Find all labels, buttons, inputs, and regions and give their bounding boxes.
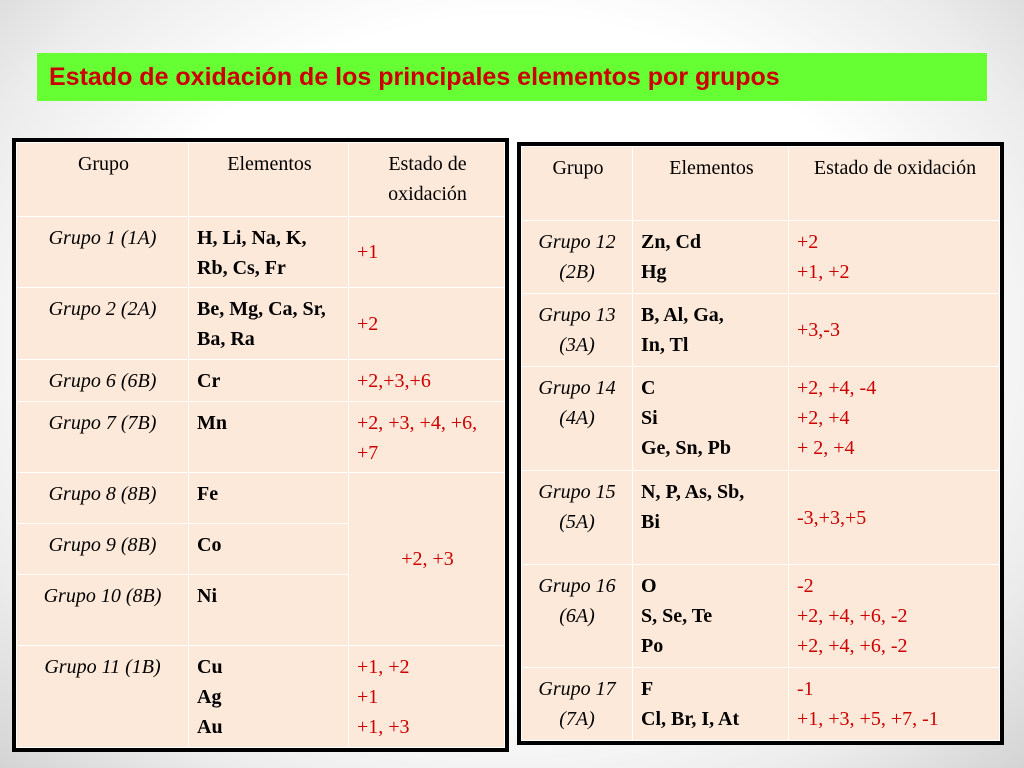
table-row — [17, 473, 505, 524]
oxidacion-cell — [789, 367, 1000, 471]
oxidacion-line: +1, +2 — [357, 656, 410, 678]
elementos-cell: H, Li, Na, K, Rb, Cs, Fr — [189, 217, 349, 288]
slide-title: Estado de oxidación de los principales elementos por grupos — [49, 62, 780, 91]
elemento-line: F — [641, 678, 654, 700]
elementos-cell: Co — [189, 524, 349, 575]
oxidacion-line: +1, +3 — [357, 716, 410, 738]
table-row — [17, 217, 505, 288]
table-row — [522, 294, 1000, 367]
slide-title-bar — [37, 53, 987, 101]
grupo-cell: Grupo 6 (6B) — [17, 360, 189, 402]
elemento-line: O — [641, 575, 657, 597]
header-elementos: Elementos — [189, 143, 349, 217]
table-row — [522, 367, 1000, 471]
elementos-cell — [633, 367, 789, 471]
table-row — [17, 360, 505, 402]
oxidacion-cell: +1 — [349, 217, 505, 288]
grupo-cell: Grupo 14 (4A) — [522, 367, 633, 471]
elemento-line: C — [641, 377, 656, 399]
oxidacion-cell: +2 — [349, 288, 505, 360]
oxidacion-cell: +2, +3 — [349, 473, 505, 646]
elemento-line: Zn, Cd — [641, 231, 702, 253]
elemento-line: N, P, As, Sb, — [641, 481, 745, 503]
oxidation-table-left — [16, 142, 505, 748]
oxidacion-cell: +2, +3, +4, +6, +7 — [349, 402, 505, 473]
grupo-cell: Grupo 15 (5A) — [522, 471, 633, 565]
oxidacion-line: +2, +4 — [797, 407, 850, 429]
table-row — [522, 565, 1000, 668]
header-oxidacion: Estado de oxidación — [789, 147, 1000, 221]
grupo-cell: Grupo 8 (8B) — [17, 473, 189, 524]
elementos-cell — [633, 565, 789, 668]
oxidacion-cell: -3,+3,+5 — [789, 471, 1000, 565]
oxidacion-line: +1, +3, +5, +7, -1 — [797, 708, 939, 730]
header-grupo: Grupo — [522, 147, 633, 221]
grupo-cell: Grupo 17 (7A) — [522, 668, 633, 741]
grupo-cell: Grupo 16 (6A) — [522, 565, 633, 668]
oxidacion-line: +2, +4, -4 — [797, 377, 877, 399]
oxidacion-cell — [789, 668, 1000, 741]
elementos-cell: Ni — [189, 575, 349, 646]
elementos-cell: Fe — [189, 473, 349, 524]
elementos-cell — [633, 471, 789, 565]
elemento-line: B, Al, Ga, — [641, 304, 724, 326]
oxidacion-cell — [789, 565, 1000, 668]
elemento-line: In, Tl — [641, 334, 689, 356]
table-row — [17, 288, 505, 360]
oxidacion-cell — [789, 221, 1000, 294]
header-elementos: Elementos — [633, 147, 789, 221]
oxidacion-line: +2, +4, +6, -2 — [797, 605, 908, 627]
oxidation-table-right — [521, 146, 1000, 741]
table-row — [522, 221, 1000, 294]
elementos-cell: Be, Mg, Ca, Sr, Ba, Ra — [189, 288, 349, 360]
oxidacion-line: -1 — [797, 678, 814, 700]
elemento-line: Si — [641, 407, 658, 429]
elemento-line: Hg — [641, 261, 667, 283]
oxidacion-line: +1, +2 — [797, 261, 850, 283]
table-row — [522, 471, 1000, 565]
oxidacion-cell: +3,-3 — [789, 294, 1000, 367]
elementos-cell: Cr — [189, 360, 349, 402]
table-header-row — [522, 147, 1000, 221]
grupo-cell: Grupo 2 (2A) — [17, 288, 189, 360]
grupo-cell: Grupo 9 (8B) — [17, 524, 189, 575]
elemento-line: Cu — [197, 656, 223, 678]
elementos-cell — [633, 294, 789, 367]
elementos-cell: Mn — [189, 402, 349, 473]
table-row — [17, 402, 505, 473]
header-oxidacion: Estado de oxidación — [349, 143, 505, 217]
elemento-line: S, Se, Te — [641, 605, 713, 627]
table-row — [17, 646, 505, 748]
elemento-line: Ge, Sn, Pb — [641, 437, 732, 459]
oxidacion-line: +2 — [797, 231, 819, 253]
oxidacion-line: -2 — [797, 575, 814, 597]
grupo-cell: Grupo 7 (7B) — [17, 402, 189, 473]
grupo-cell: Grupo 11 (1B) — [17, 646, 189, 748]
elemento-line: Po — [641, 635, 664, 657]
grupo-cell: Grupo 10 (8B) — [17, 575, 189, 646]
elemento-line: Bi — [641, 511, 660, 533]
grupo-cell: Grupo 1 (1A) — [17, 217, 189, 288]
grupo-cell: Grupo 13 (3A) — [522, 294, 633, 367]
elementos-cell — [633, 668, 789, 741]
elemento-line: Au — [197, 716, 223, 738]
elementos-cell — [633, 221, 789, 294]
header-grupo: Grupo — [17, 143, 189, 217]
table-row — [522, 668, 1000, 741]
oxidacion-line: + 2, +4 — [797, 437, 855, 459]
oxidacion-line: +2, +4, +6, -2 — [797, 635, 908, 657]
elemento-line: Cl, Br, I, At — [641, 708, 740, 730]
oxidacion-line: +1 — [357, 686, 379, 708]
table-header-row — [17, 143, 505, 217]
oxidacion-cell: +2,+3,+6 — [349, 360, 505, 402]
oxidacion-cell — [349, 646, 505, 748]
elementos-cell — [189, 646, 349, 748]
elemento-line: Ag — [197, 686, 222, 708]
grupo-cell: Grupo 12 (2B) — [522, 221, 633, 294]
